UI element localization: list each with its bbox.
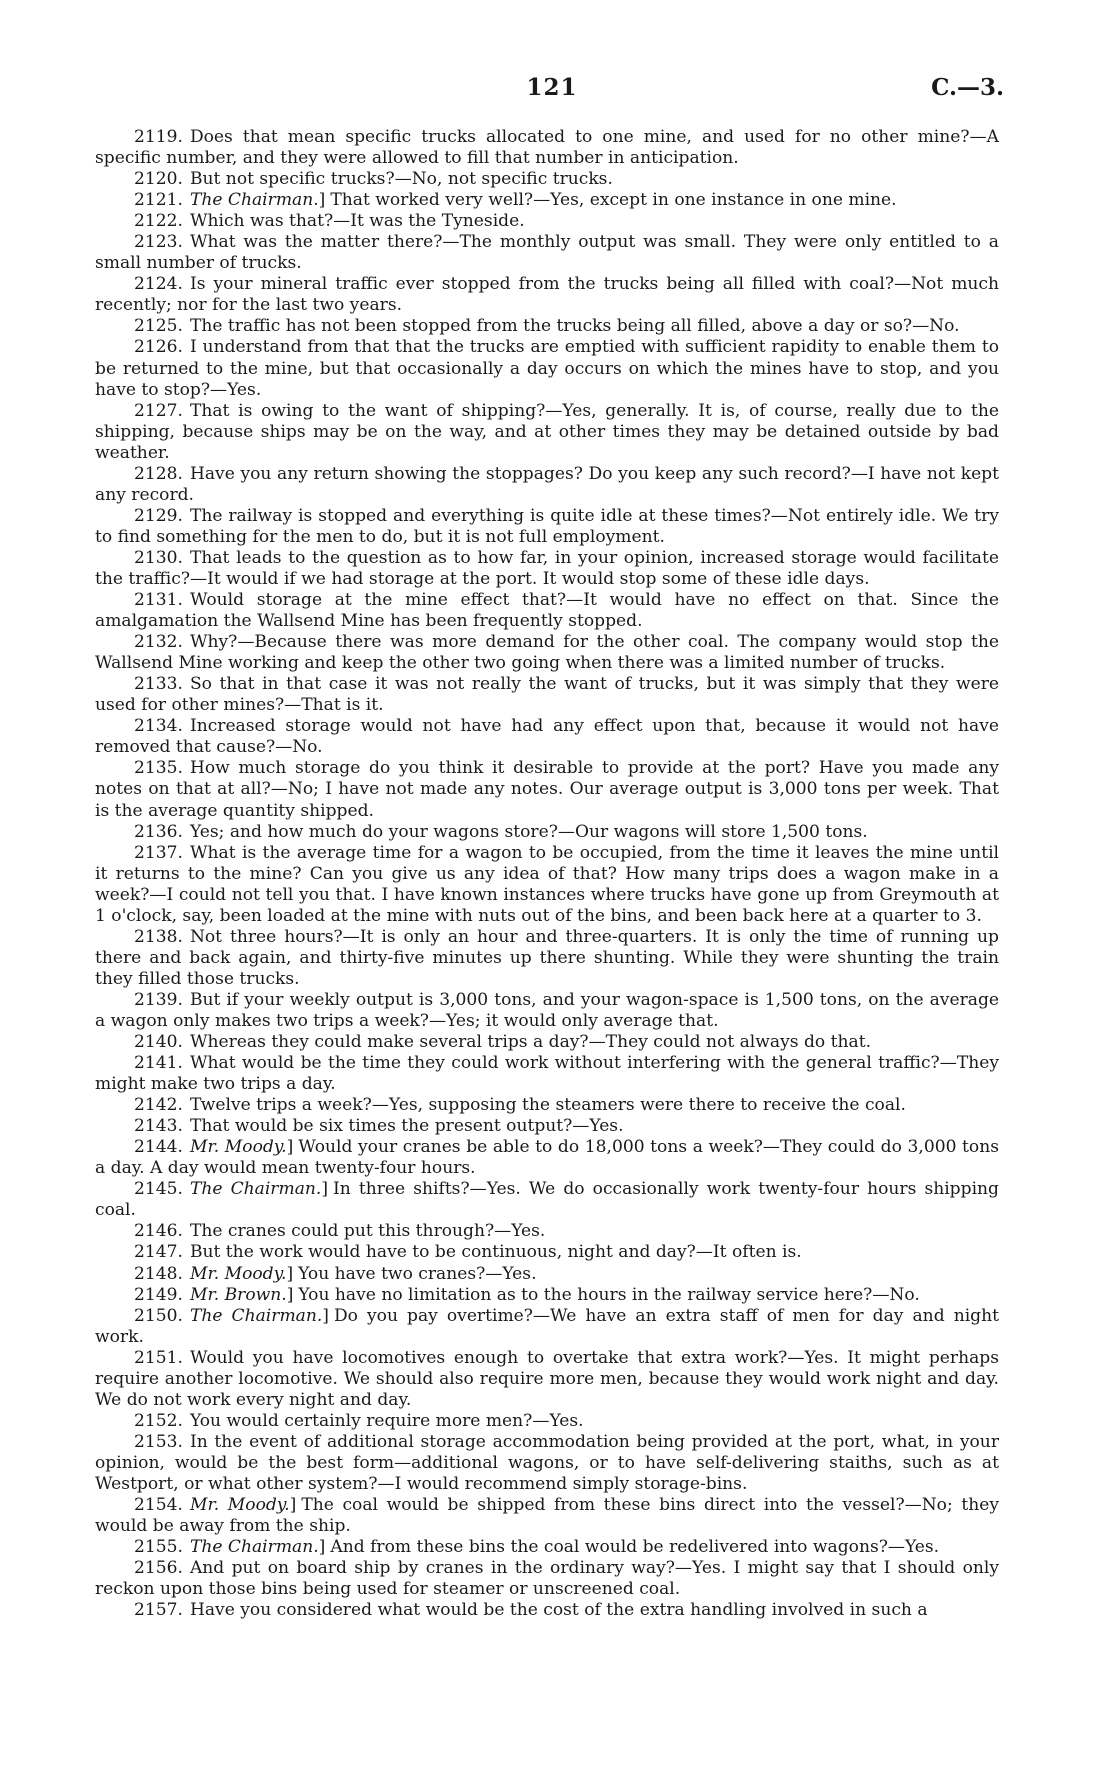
speaker-name: Mr. Brown. xyxy=(189,1284,287,1305)
question-number: 2156. xyxy=(134,1558,183,1579)
question-answer-text: That is owing to the want of shipping?—Yes, generally. It is, of course, really due to the shipping, because ships may be on the way, and at other times they may be detained outside by bad weather. xyxy=(95,400,999,463)
question-paragraph xyxy=(95,190,999,211)
speaker-bracket: ] xyxy=(318,190,326,211)
question-answer-text: Increased storage would not have had any effect upon that, because it would not have removed that cause?—No. xyxy=(95,716,999,758)
question-answer-text: Do you pay overtime?—We have an extra staff of men for day and night work. xyxy=(95,1305,999,1347)
question-paragraph xyxy=(95,1095,999,1116)
question-answer-text: Which was that?—It was the Tyneside. xyxy=(189,211,525,232)
question-paragraph xyxy=(95,548,999,590)
speaker-bracket: ] xyxy=(318,1537,326,1558)
question-answer-text: But the work would have to be continuous, night and day?—It often is. xyxy=(189,1242,802,1263)
question-answer-text: The coal would be shipped from these bins direct into the vessel?—No; they would be away from the ship. xyxy=(95,1495,999,1537)
question-number: 2139. xyxy=(134,989,183,1010)
speaker-bracket: ] xyxy=(321,1179,328,1200)
question-number: 2127. xyxy=(134,400,183,421)
question-number: 2119. xyxy=(134,127,183,147)
question-number: 2121. xyxy=(134,190,183,211)
question-answer-text: You have no limitation as to the hours in the railway service here?—No. xyxy=(298,1284,920,1305)
question-number: 2144. xyxy=(134,1137,183,1158)
speaker-name: The Chairman. xyxy=(189,1305,323,1326)
question-answer-text: I understand from that that the trucks are emptied with sufficient rapidity to enable them to be returned to the mine, but that occasionally a day occurs on which the mines have to stop, and you have to stop?—Yes. xyxy=(95,337,999,400)
question-paragraph xyxy=(95,632,999,674)
question-paragraph xyxy=(95,843,999,927)
question-paragraph xyxy=(95,232,999,274)
question-paragraph xyxy=(95,990,999,1032)
speaker-bracket: ] xyxy=(286,1284,294,1305)
question-answer-text: You would certainly require more men?—Yes. xyxy=(189,1410,584,1431)
question-number: 2134. xyxy=(134,716,183,737)
question-answer-text: The traffic has not been stopped from the trucks being all filled, above a day or so?—No. xyxy=(189,316,960,337)
speaker-name: Mr. Moody. xyxy=(189,1137,287,1158)
question-number: 2135. xyxy=(134,758,183,779)
question-answer-text: But if your weekly output is 3,000 tons, and your wagon-space is 1,500 tons, on the average a wagon only makes two trips a week?—Yes; it would only average that. xyxy=(95,989,999,1031)
question-paragraph xyxy=(95,1116,999,1137)
question-answer-text: Would storage at the mine effect that?—It would have no effect on that. Since the amalgamation the Wallsend Mine has been frequently stopped. xyxy=(95,590,999,632)
question-answer-text: Whereas they could make several trips a day?—They could not always do that. xyxy=(189,1032,871,1053)
question-answer-text: In the event of additional storage accommodation being provided at the port, what, in your opinion, would be the best form—additional wagons, or to have self-delivering staiths, such as at Westport, or what other system?—I would recommend simply storage-bins. xyxy=(95,1431,999,1494)
question-paragraph xyxy=(95,401,999,464)
question-answer-text: Have you considered what would be the cost of the extra handling involved in such a xyxy=(189,1600,928,1621)
question-paragraph xyxy=(95,274,999,316)
question-paragraph xyxy=(95,1032,999,1053)
question-answer-text: How much storage do you think it desirable to provide at the port? Have you made any notes on that at all?—No; I have not made any notes. Our average output is 3,000 tons per week. That is the average quantity shipped. xyxy=(95,758,999,821)
question-number: 2138. xyxy=(134,926,183,947)
question-paragraph xyxy=(95,822,999,843)
speaker-name: The Chairman. xyxy=(189,190,319,211)
question-number: 2126. xyxy=(134,337,183,358)
question-paragraph xyxy=(95,716,999,758)
speaker-name: The Chairman. xyxy=(189,1537,319,1558)
question-paragraph xyxy=(95,1432,999,1495)
question-answer-text: The cranes could put this through?—Yes. xyxy=(189,1221,546,1242)
question-number: 2147. xyxy=(134,1242,183,1263)
question-number: 2149. xyxy=(134,1284,183,1305)
question-paragraph xyxy=(95,1242,999,1263)
question-paragraph xyxy=(95,1537,999,1558)
question-paragraph xyxy=(95,1137,999,1179)
question-paragraph xyxy=(95,337,999,400)
question-answer-text: And put on board ship by cranes in the ordinary way?—Yes. I might say that I should only reckon upon those bins being used for steamer or unscreened coal. xyxy=(95,1558,999,1600)
question-answer-text: You have two cranes?—Yes. xyxy=(298,1263,537,1284)
question-number: 2132. xyxy=(134,632,183,653)
question-number: 2141. xyxy=(134,1053,183,1074)
question-paragraph xyxy=(95,1264,999,1285)
question-number: 2142. xyxy=(134,1095,183,1116)
question-number: 2153. xyxy=(134,1431,183,1452)
question-paragraph xyxy=(95,127,999,169)
question-paragraph xyxy=(95,211,999,232)
question-answer-text: Why?—Because there was more demand for the other coal. The company would stop the Wallsend Mine working and keep the other two going when there was a limited number of trucks. xyxy=(95,632,999,674)
question-number: 2151. xyxy=(134,1347,183,1368)
question-number: 2133. xyxy=(134,674,183,695)
question-number: 2120. xyxy=(134,169,183,190)
speaker-name: Mr. Moody. xyxy=(189,1263,287,1284)
speaker-bracket: ] xyxy=(286,1263,294,1284)
question-paragraph xyxy=(95,758,999,821)
question-paragraph xyxy=(95,169,999,190)
question-paragraph xyxy=(95,1600,999,1621)
question-number: 2150. xyxy=(134,1305,183,1326)
question-answer-text: Yes; and how much do your wagons store?—Our wagons will store 1,500 tons. xyxy=(189,821,868,842)
question-number: 2123. xyxy=(134,232,183,253)
speaker-bracket: ] xyxy=(286,1137,294,1158)
evidence-transcript xyxy=(95,127,999,1621)
question-paragraph xyxy=(95,1495,999,1537)
question-answer-text: But not specific trucks?—No, not specific trucks. xyxy=(189,169,613,190)
question-number: 2157. xyxy=(134,1600,183,1621)
question-number: 2129. xyxy=(134,505,183,526)
speaker-name: The Chairman. xyxy=(189,1179,322,1200)
question-paragraph xyxy=(95,1221,999,1242)
speaker-bracket: ] xyxy=(289,1495,297,1516)
question-number: 2124. xyxy=(134,274,183,295)
question-paragraph xyxy=(95,1348,999,1411)
question-answer-text: So that in that case it was not really the want of trucks, but it was simply that they were used for other mines?—That is it. xyxy=(95,674,999,716)
speaker-bracket: ] xyxy=(322,1305,329,1326)
speaker-name: Mr. Moody. xyxy=(189,1495,290,1516)
question-number: 2128. xyxy=(134,463,183,484)
question-answer-text: That worked very well?—Yes, except in one instance in one mine. xyxy=(330,190,897,211)
question-number: 2143. xyxy=(134,1116,183,1137)
question-number: 2145. xyxy=(134,1179,183,1200)
question-paragraph xyxy=(95,590,999,632)
question-number: 2154. xyxy=(134,1495,183,1516)
question-paragraph xyxy=(95,1306,999,1348)
question-number: 2155. xyxy=(134,1537,183,1558)
question-paragraph xyxy=(95,464,999,506)
question-answer-text: Is your mineral traffic ever stopped from the trucks being all filled with coal?—Not much recently; nor for the last two years. xyxy=(95,274,999,316)
question-answer-text: Not three hours?—It is only an hour and three-quarters. It is only the time of running up there and back again, and thirty-five minutes up there shunting. While they were shunting the train they filled those trucks. xyxy=(95,926,999,989)
question-paragraph xyxy=(95,506,999,548)
question-answer-text: That leads to the question as to how far, in your opinion, increased storage would facilitate the traffic?—It would if we had storage at the port. It would stop some of these idle days. xyxy=(95,547,999,589)
question-answer-text: Does that mean specific trucks allocated to one mine, and used for no other mine?—A specific number, and they were allowed to fill that number in anticipation. xyxy=(95,127,999,169)
question-answer-text: In three shifts?—Yes. We do occasionally work twenty-four hours shipping coal. xyxy=(95,1179,999,1221)
question-number: 2146. xyxy=(134,1221,183,1242)
question-number: 2152. xyxy=(134,1410,183,1431)
question-answer-text: Would your cranes be able to do 18,000 tons a week?—They could do 3,000 tons a day. A day would mean twenty-four hours. xyxy=(95,1137,999,1179)
question-paragraph xyxy=(95,1179,999,1221)
question-number: 2131. xyxy=(134,590,183,611)
question-number: 2122. xyxy=(134,211,183,232)
question-answer-text: What would be the time they could work without interfering with the general traffic?—They might make two trips a day. xyxy=(95,1053,999,1095)
question-answer-text: Have you any return showing the stoppages? Do you keep any such record?—I have not kept any record. xyxy=(95,463,999,505)
question-paragraph xyxy=(95,1285,999,1306)
question-number: 2137. xyxy=(134,842,183,863)
question-paragraph xyxy=(95,1053,999,1095)
question-number: 2136. xyxy=(134,821,183,842)
question-number: 2140. xyxy=(134,1032,183,1053)
question-number: 2125. xyxy=(134,316,183,337)
question-answer-text: Twelve trips a week?—Yes, supposing the steamers were there to receive the coal. xyxy=(189,1095,906,1116)
question-answer-text: Would you have locomotives enough to overtake that extra work?—Yes. It might perhaps require another locomotive. We should also require more men, because they would work night and day. We do not work every night and day. xyxy=(95,1347,999,1410)
question-answer-text: What was the matter there?—The monthly output was small. They were only entitled to a small number of trucks. xyxy=(95,232,999,274)
question-answer-text: The railway is stopped and everything is quite idle at these times?—Not entirely idle. We try to find something for the men to do, but it is not full employment. xyxy=(95,505,999,547)
section-code: C.—3. xyxy=(931,74,1004,101)
question-paragraph xyxy=(95,1411,999,1432)
question-number: 2130. xyxy=(134,547,183,568)
question-answer-text: And from these bins the coal would be redelivered into wagons?—Yes. xyxy=(330,1537,940,1558)
question-answer-text: That would be six times the present output?—Yes. xyxy=(189,1116,624,1137)
question-paragraph xyxy=(95,927,999,990)
question-paragraph xyxy=(95,1558,999,1600)
question-paragraph xyxy=(95,316,999,337)
question-paragraph xyxy=(95,674,999,716)
page-number: 121 xyxy=(526,74,578,101)
question-answer-text: What is the average time for a wagon to be occupied, from the time it leaves the mine until it returns to the mine? Can you give us any idea of that? How many trips does a wagon make in a week?—I could not tell you that. I have known instances where trucks have gone up from Greymouth at 1 o'clock, say, been loaded at the mine with nuts out of the bins, and been back here at a quarter to 3. xyxy=(95,842,999,926)
question-number: 2148. xyxy=(134,1263,183,1284)
